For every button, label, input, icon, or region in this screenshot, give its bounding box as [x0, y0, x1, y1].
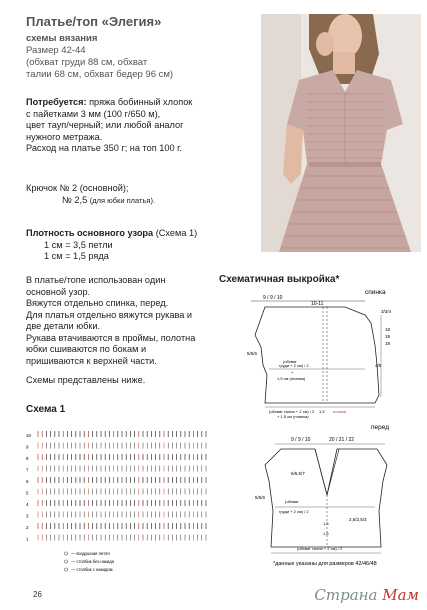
size-line: талии 68 см, обхват бедер 96 см): [26, 69, 174, 80]
scheme-grid: [26, 426, 216, 586]
description-line: Вяжутся отдельно спинка, перед.: [26, 298, 169, 308]
legend-symbol: [64, 560, 67, 563]
requirements-line: с пайетками 3 мм (100 г/650 м),: [26, 108, 161, 119]
scheme-row-number: 7: [26, 467, 29, 473]
back-right-num: 19: [385, 341, 391, 346]
page-subtitle: схемы вязания: [26, 33, 98, 44]
front-center-text: груди + 2 см) / 2: [279, 509, 309, 514]
density-line: 1 см = 1,5 ряда: [44, 251, 109, 261]
front-side-num: 1,5: [323, 531, 329, 536]
front-center-text: (обхват: [285, 499, 299, 504]
description-line: Рукава втачиваются в проймы, полотна: [26, 332, 196, 343]
back-right-num: 18: [385, 327, 391, 332]
back-bottom-text: (обхват талии + 2 см) / 2: [269, 409, 315, 414]
size-line: Размер 42-44: [26, 45, 86, 56]
site-logo: [314, 586, 419, 604]
size-info: [26, 45, 173, 81]
description-line: основной узор.: [26, 286, 91, 297]
front-right-num: 2,5/2,5/3: [349, 517, 367, 522]
pattern-diagram: [215, 285, 425, 585]
front-bottom-text: (обхват талии + 2 см) / 2: [297, 546, 343, 551]
model-photo: [261, 14, 421, 252]
description-line: В платье/топе использован один: [26, 275, 166, 285]
back-label: спинка: [365, 289, 386, 296]
back-top-nums2: 10-11: [311, 301, 324, 307]
hooks-block: [26, 183, 155, 206]
scheme-row-number: 1: [26, 536, 29, 542]
front-left-mid: 5/5/6: [255, 495, 266, 500]
back-bottom-left: 1,5: [319, 409, 325, 414]
scheme-row-number: 3: [26, 513, 29, 519]
description-line: две детали юбки.: [26, 321, 101, 331]
scheme-chart: [26, 426, 216, 586]
legend-symbol: [64, 568, 67, 571]
legend-label: — воздушная петля: [71, 551, 110, 556]
back-top-nums: 9 / 9 / 10: [263, 295, 283, 301]
front-label: перед: [371, 424, 390, 431]
density-label: Плотность основного узора: [26, 228, 154, 238]
hook-line: № 2,5: [62, 194, 90, 205]
legend-label: — столбик без накида: [71, 559, 114, 564]
front-left-num: 6/6,5/7: [291, 471, 305, 476]
page-number: 26: [33, 590, 42, 599]
hook-note: (для юбки платья).: [89, 195, 156, 205]
scheme-row-number: 5: [26, 490, 29, 496]
requirements-line: цвет тауп/черный; или любой аналог: [26, 120, 184, 130]
logo-part: Мам: [382, 586, 419, 604]
density-line: 1 см = 3,5 петли: [44, 239, 113, 250]
back-center-text: +: [291, 370, 294, 375]
pattern-footnote: *данные указаны для размеров 42/46/48: [273, 561, 377, 567]
scheme-row-number: 10: [26, 433, 32, 438]
description-line: юбки сшиваются по бокам и: [26, 344, 147, 354]
legend-symbol: [64, 552, 67, 555]
front-top-nums: 9 / 9 / 10: [291, 437, 311, 443]
back-bottom-text: + 1,5 см (планка): [277, 414, 309, 419]
size-line: (обхват груди 88 см, обхват: [26, 57, 148, 68]
back-center-text: (обхват: [283, 359, 297, 364]
page-title: Платье/топ «Элегия»: [26, 14, 162, 29]
pattern-svg: [215, 285, 425, 585]
scheme-row-number: 6: [26, 479, 29, 484]
front-side-num: 1,5: [323, 521, 329, 526]
back-center-text: 1,5 см (планка): [277, 376, 306, 381]
requirements-line: пряжа бобинный хлопок: [86, 97, 193, 107]
legend-label: — столбик с накидом: [71, 567, 113, 572]
scheme-row-number: 2: [26, 525, 29, 530]
back-right-top: 3/3/4: [381, 309, 392, 314]
requirements-line: нужного метража.: [26, 131, 103, 142]
density-block: [26, 228, 197, 263]
scheme-title: Схема 1: [26, 404, 66, 415]
description-line: пришиваются к верхней части.: [26, 355, 157, 366]
density-label-tail: (Схема 1): [153, 228, 198, 238]
pattern-title: Схематичная выкройка*: [219, 274, 340, 285]
back-bottom-right: планка: [333, 409, 346, 414]
description-block: [26, 275, 216, 387]
hook-line: Крючок № 2 (основной);: [26, 183, 129, 193]
back-center-text: груди + 2 см) / 2: [279, 363, 309, 368]
requirements-line: Расход на платье 350 г; на топ 100 г.: [26, 143, 182, 153]
scheme-row-number: 9: [26, 444, 29, 450]
requirements-block: [26, 97, 256, 155]
description-line: Для платья отдельно вяжутся рукава и: [26, 309, 193, 320]
scheme-row-number: 4: [26, 502, 29, 507]
scheme-row-number: 8: [26, 456, 29, 461]
logo-part: Страна: [314, 586, 378, 604]
back-left-mid: 5/5/6: [247, 351, 258, 356]
front-top-nums2: 20 / 21 / 22: [329, 437, 355, 443]
requirements-label: Потребуется:: [26, 97, 87, 107]
back-right-num: 19: [385, 334, 391, 339]
description-closing: Схемы представлены ниже.: [26, 375, 146, 385]
back-right-low: 4/5: [375, 363, 382, 368]
